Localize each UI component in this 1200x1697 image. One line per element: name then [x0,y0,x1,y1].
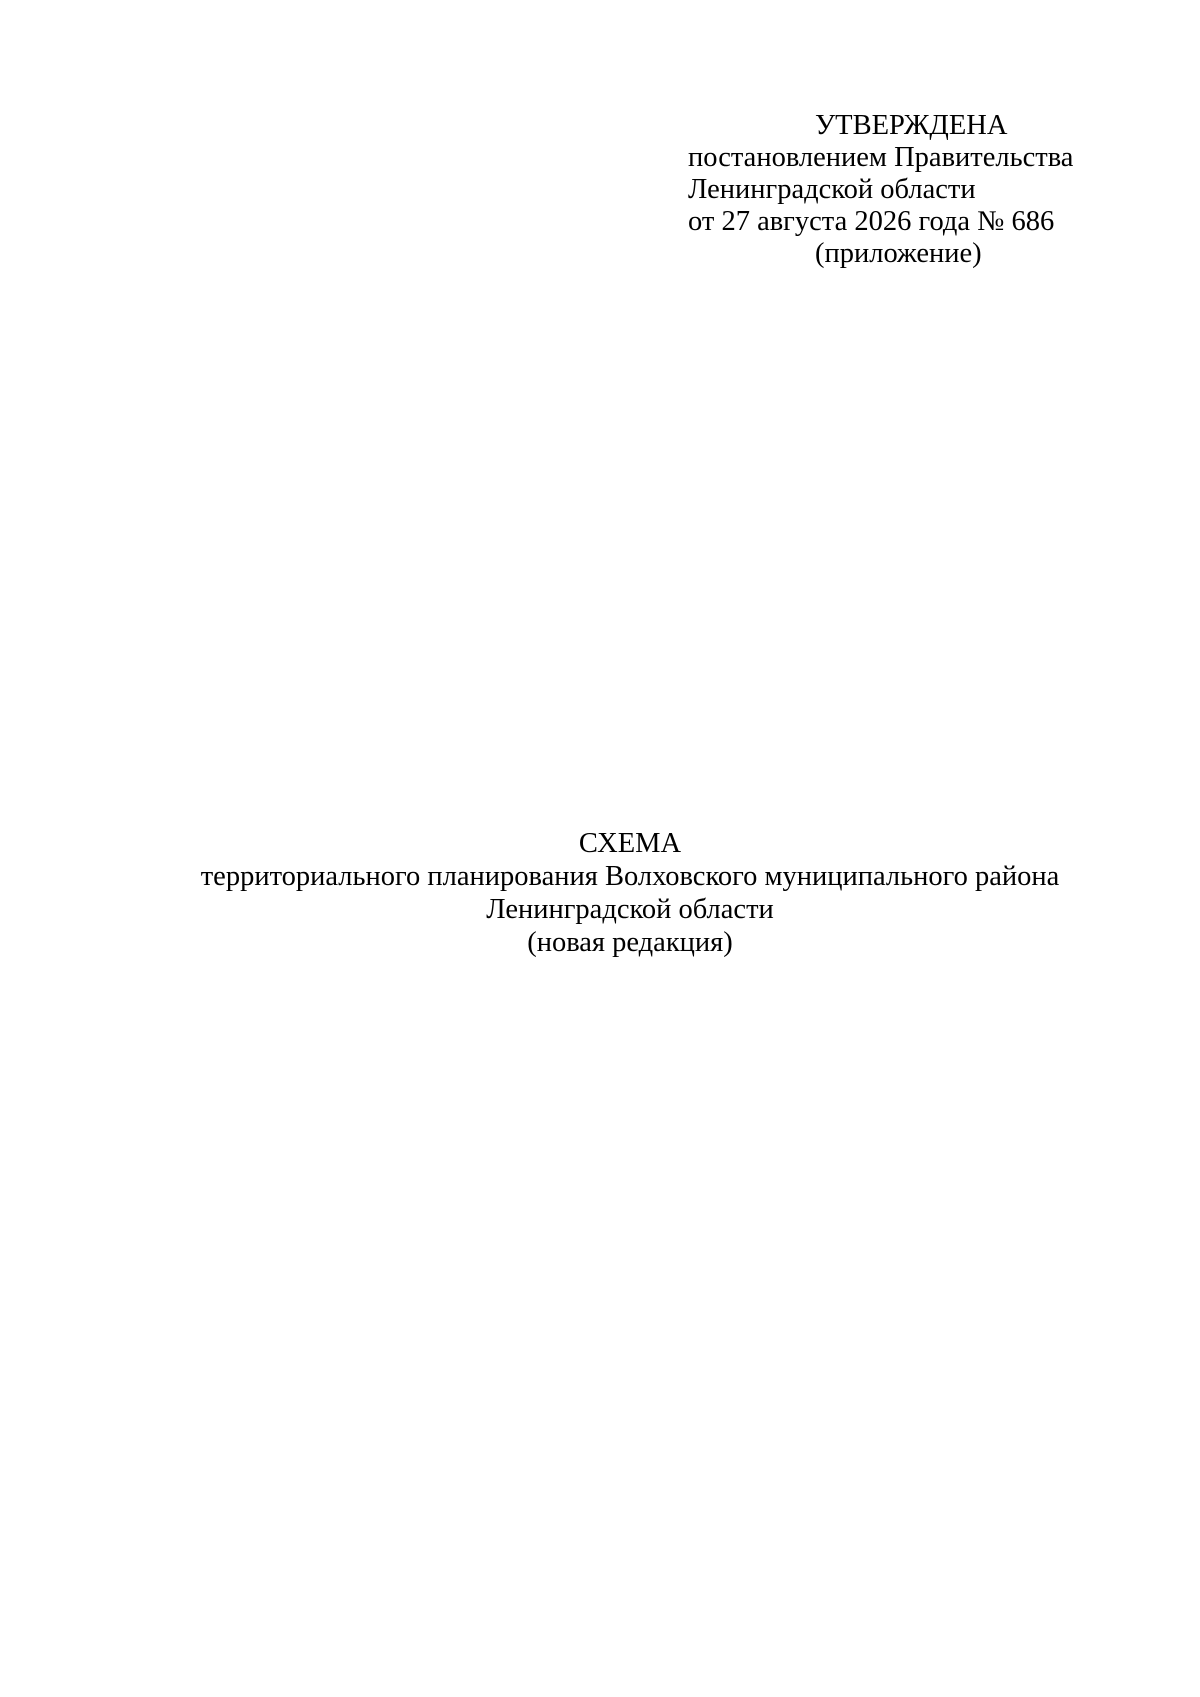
approval-issuer: постановлением Правительства [688,142,1074,173]
approval-stamp [688,110,1108,270]
title-edition: (новая редакция) [527,927,733,958]
approval-heading: УТВЕРЖДЕНА [815,110,1008,141]
document-title [0,827,1200,959]
approval-region: Ленинградской области [688,174,976,205]
title-region: Ленинградской области [486,894,774,925]
title-heading: СХЕМА [578,828,682,859]
approval-date-number: от 27 августа 2026 года № 686 [688,206,1055,237]
approval-note: (приложение) [815,238,982,269]
title-subject: территориального планирования Волховского муниципального района [200,861,1060,892]
